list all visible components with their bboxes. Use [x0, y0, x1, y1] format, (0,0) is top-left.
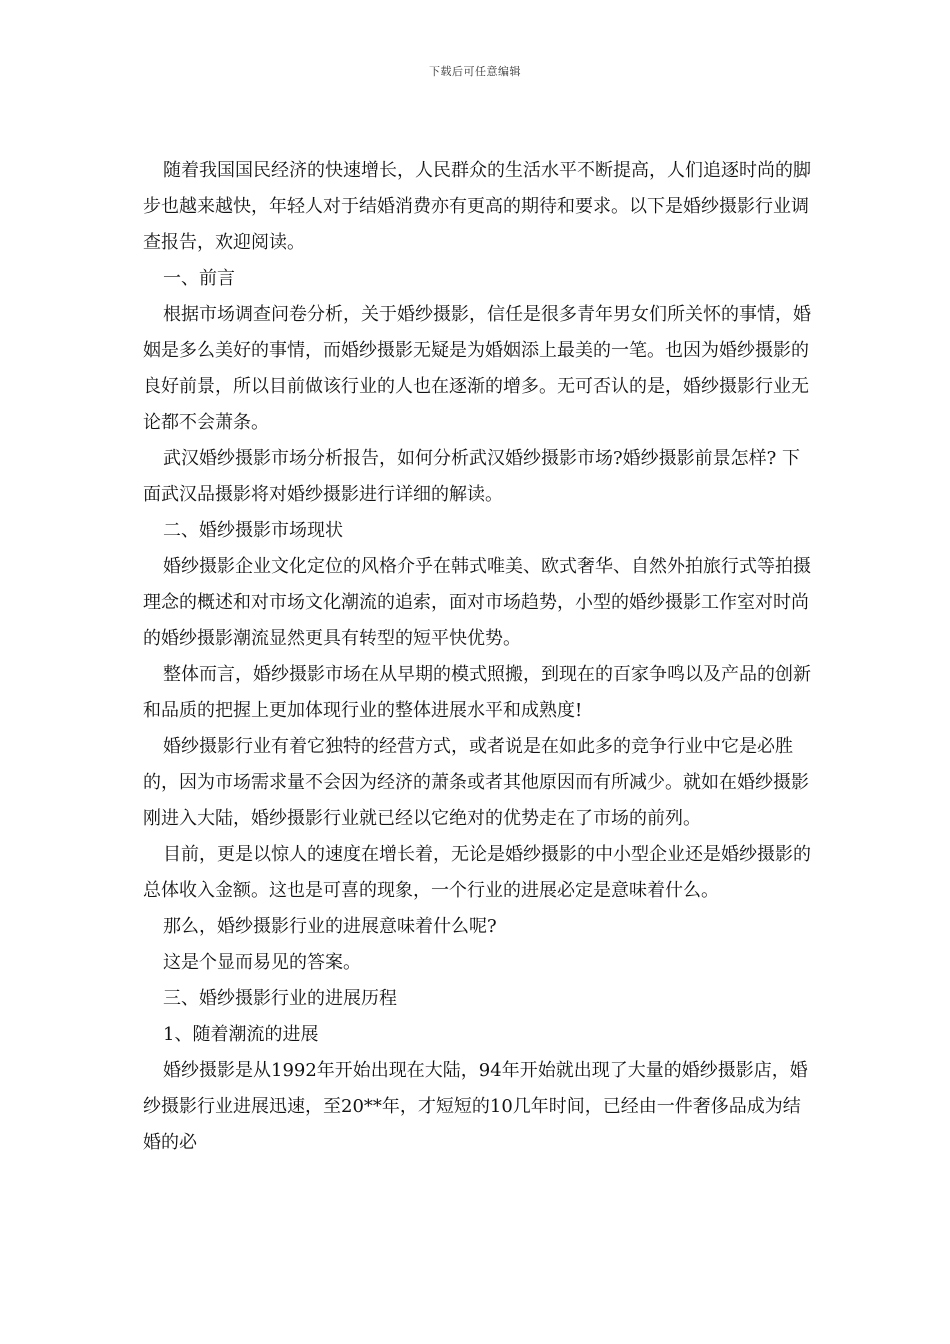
section-heading-3: 三、婚纱摄影行业的进展历程 [163, 988, 397, 1009]
paragraph: 婚纱摄影是从1992年开始出现在大陆，94年开始就出现了大量的婚纱摄影店，婚纱摄影行业进展迅速，至20**年，才短短的10几年时间，已经由一件奢侈品成为结婚的必 [143, 1060, 808, 1153]
paragraph: 整体而言，婚纱摄影市场在从早期的模式照搬，到现在的百家争鸣以及产品的创新和品质的把握上更加体现行业的整体进展水平和成熟度! [143, 664, 811, 721]
paragraph: 婚纱摄影企业文化定位的风格介乎在韩式唯美、欧式奢华、自然外拍旅行式等拍摄理念的概述和对市场文化潮流的追索，面对市场趋势，小型的婚纱摄影工作室对时尚的婚纱摄影潮流显然更具有转型的短平快优势。 [143, 556, 811, 649]
paragraph: 武汉婚纱摄影市场分析报告，如何分析武汉婚纱摄影市场?婚纱摄影前景怎样? 下面武汉品摄影将对婚纱摄影进行详细的解读。 [143, 448, 801, 505]
document-body [143, 153, 813, 1161]
section-heading-1: 一、前言 [163, 268, 235, 289]
subsection-heading: 1、随着潮流的进展 [163, 1024, 319, 1045]
paragraph: 这是个显而易见的答案。 [163, 952, 361, 973]
intro-paragraph: 随着我国国民经济的快速增长，人民群众的生活水平不断提高，人们追逐时尚的脚步也越来越快，年轻人对于结婚消费亦有更高的期待和要求。以下是婚纱摄影行业调查报告，欢迎阅读。 [143, 160, 811, 253]
paragraph: 目前，更是以惊人的速度在增长着，无论是婚纱摄影的中小型企业还是婚纱摄影的总体收入金额。这也是可喜的现象，一个行业的进展必定是意味着什么。 [143, 844, 811, 901]
paragraph: 根据市场调查问卷分析，关于婚纱摄影，信任是很多青年男女们所关怀的事情，婚姻是多么美好的事情，而婚纱摄影无疑是为婚姻添上最美的一笔。也因为婚纱摄影的良好前景，所以目前做该行业的人也在逐渐的增多。无可否认的是，婚纱摄影行业无论都不会萧条。 [143, 304, 811, 433]
page-header: 下载后可任意编辑 [429, 65, 521, 78]
paragraph: 婚纱摄影行业有着它独特的经营方式，或者说是在如此多的竞争行业中它是必胜的，因为市场需求量不会因为经济的萧条或者其他原因而有所减少。就如在婚纱摄影刚进入大陆，婚纱摄影行业就已经以它绝对的优势走在了市场的前列。 [143, 736, 809, 829]
section-heading-2: 二、婚纱摄影市场现状 [163, 520, 343, 541]
paragraph: 那么，婚纱摄影行业的进展意味着什么呢? [163, 916, 497, 937]
